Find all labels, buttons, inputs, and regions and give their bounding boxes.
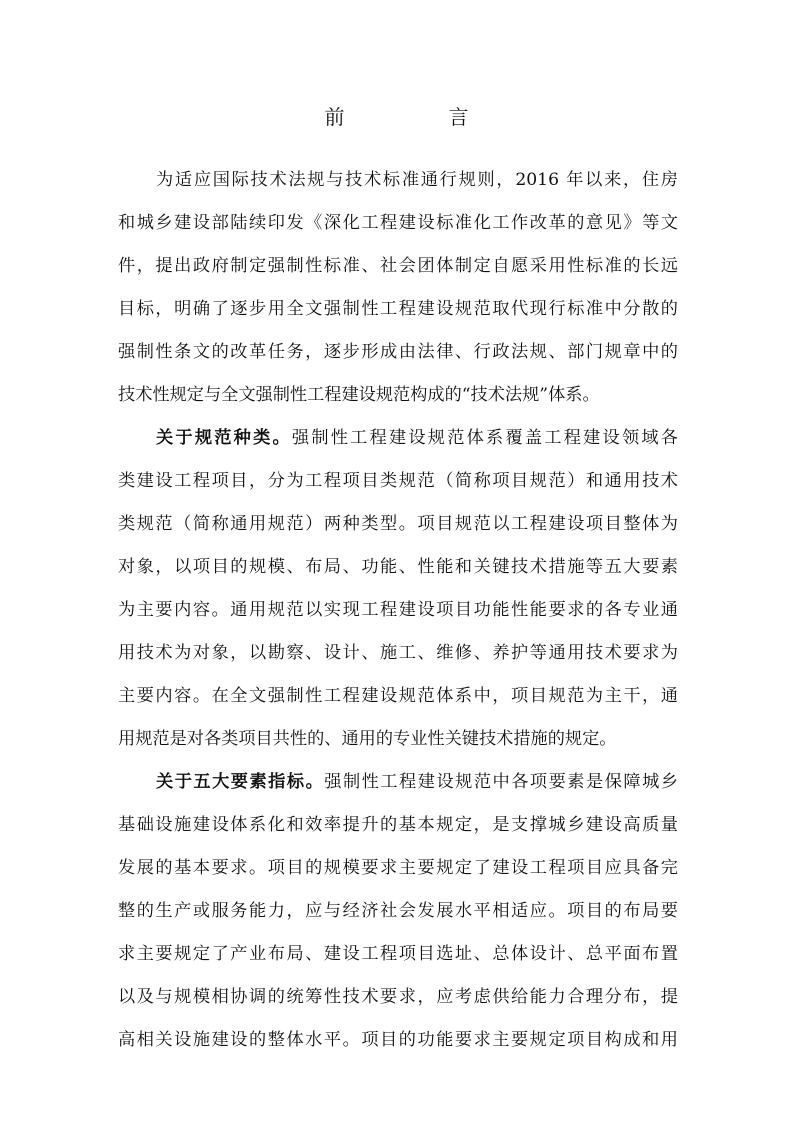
- paragraph-2-line-7: 主要内容。在全文强制性工程建设规范体系中，项目规范为主干，通: [118, 686, 678, 706]
- paragraph-1-line-2: 和城乡建设部陆续印发《深化工程建设标准化工作改革的意见》等文: [118, 213, 678, 233]
- paragraph-2-line-2: 类建设工程项目，分为工程项目类规范（简称项目规范）和通用技术: [118, 471, 678, 491]
- paragraph-3-line-6: 以及与规模相协调的统筹性技术要求，应考虑供给能力合理分布，提: [118, 987, 678, 1007]
- paragraph-1-line-6: 技术性规定与全文强制性工程建设规范构成的“技术法规”体系。: [118, 385, 600, 405]
- paragraph-3-line-1: [118, 767, 678, 797]
- paragraph-3-line-4: 整的生产或服务能力，应与经济社会发展水平相适应。项目的布局要: [118, 901, 678, 921]
- paragraph-3-bold-lead: 关于五大要素指标。: [156, 772, 325, 792]
- paragraph-2-line-8: 用规范是对各类项目共性的、通用的专业性关键技术措施的规定。: [118, 729, 617, 749]
- page-title: 前 言: [324, 105, 511, 129]
- paragraph-3-line-5: 求主要规定了产业布局、建设工程项目选址、总体设计、总平面布置: [118, 944, 678, 964]
- paragraph-2-line-6: 用技术为对象，以勘察、设计、施工、维修、养护等通用技术要求为: [118, 643, 678, 663]
- paragraph-2-line-4: 对象，以项目的规模、布局、功能、性能和关键技术措施等五大要素: [118, 557, 678, 577]
- paragraph-3-line-2: 基础设施建设体系化和效率提升的基本规定，是支撑城乡建设高质量: [118, 815, 678, 835]
- paragraph-3-line-3: 发展的基本要求。项目的规模要求主要规定了建设工程项目应具备完: [118, 858, 678, 878]
- paragraph-2-line-1-text: 强制性工程建设规范体系覆盖工程建设领域各: [291, 428, 678, 448]
- paragraph-2-line-3: 类规范（简称通用规范）两种类型。项目规范以工程建设项目整体为: [118, 514, 678, 534]
- paragraph-2-line-1: [118, 423, 678, 453]
- paragraph-2-bold-lead: 关于规范种类。: [156, 428, 292, 448]
- paragraph-1-line-1: 为适应国际技术法规与技术标准通行规则，2016 年以来，住房: [156, 170, 678, 190]
- paragraph-1-line-5: 强制性条文的改革任务，逐步形成由法律、行政法规、部门规章中的: [118, 342, 678, 362]
- paragraph-2-line-5: 为主要内容。通用规范以实现工程建设项目功能性能要求的各专业通: [118, 600, 678, 620]
- paragraph-1-line-3: 件，提出政府制定强制性标准、社会团体制定自愿采用性标准的长远: [118, 256, 678, 276]
- paragraph-3-line-7: 高相关设施建设的整体水平。项目的功能要求主要规定项目构成和用: [118, 1030, 678, 1050]
- paragraph-3-line-1-text: 强制性工程建设规范中各项要素是保障城乡: [324, 772, 678, 792]
- paragraph-1-line-4: 目标，明确了逐步用全文强制性工程建设规范取代现行标准中分散的: [118, 299, 678, 319]
